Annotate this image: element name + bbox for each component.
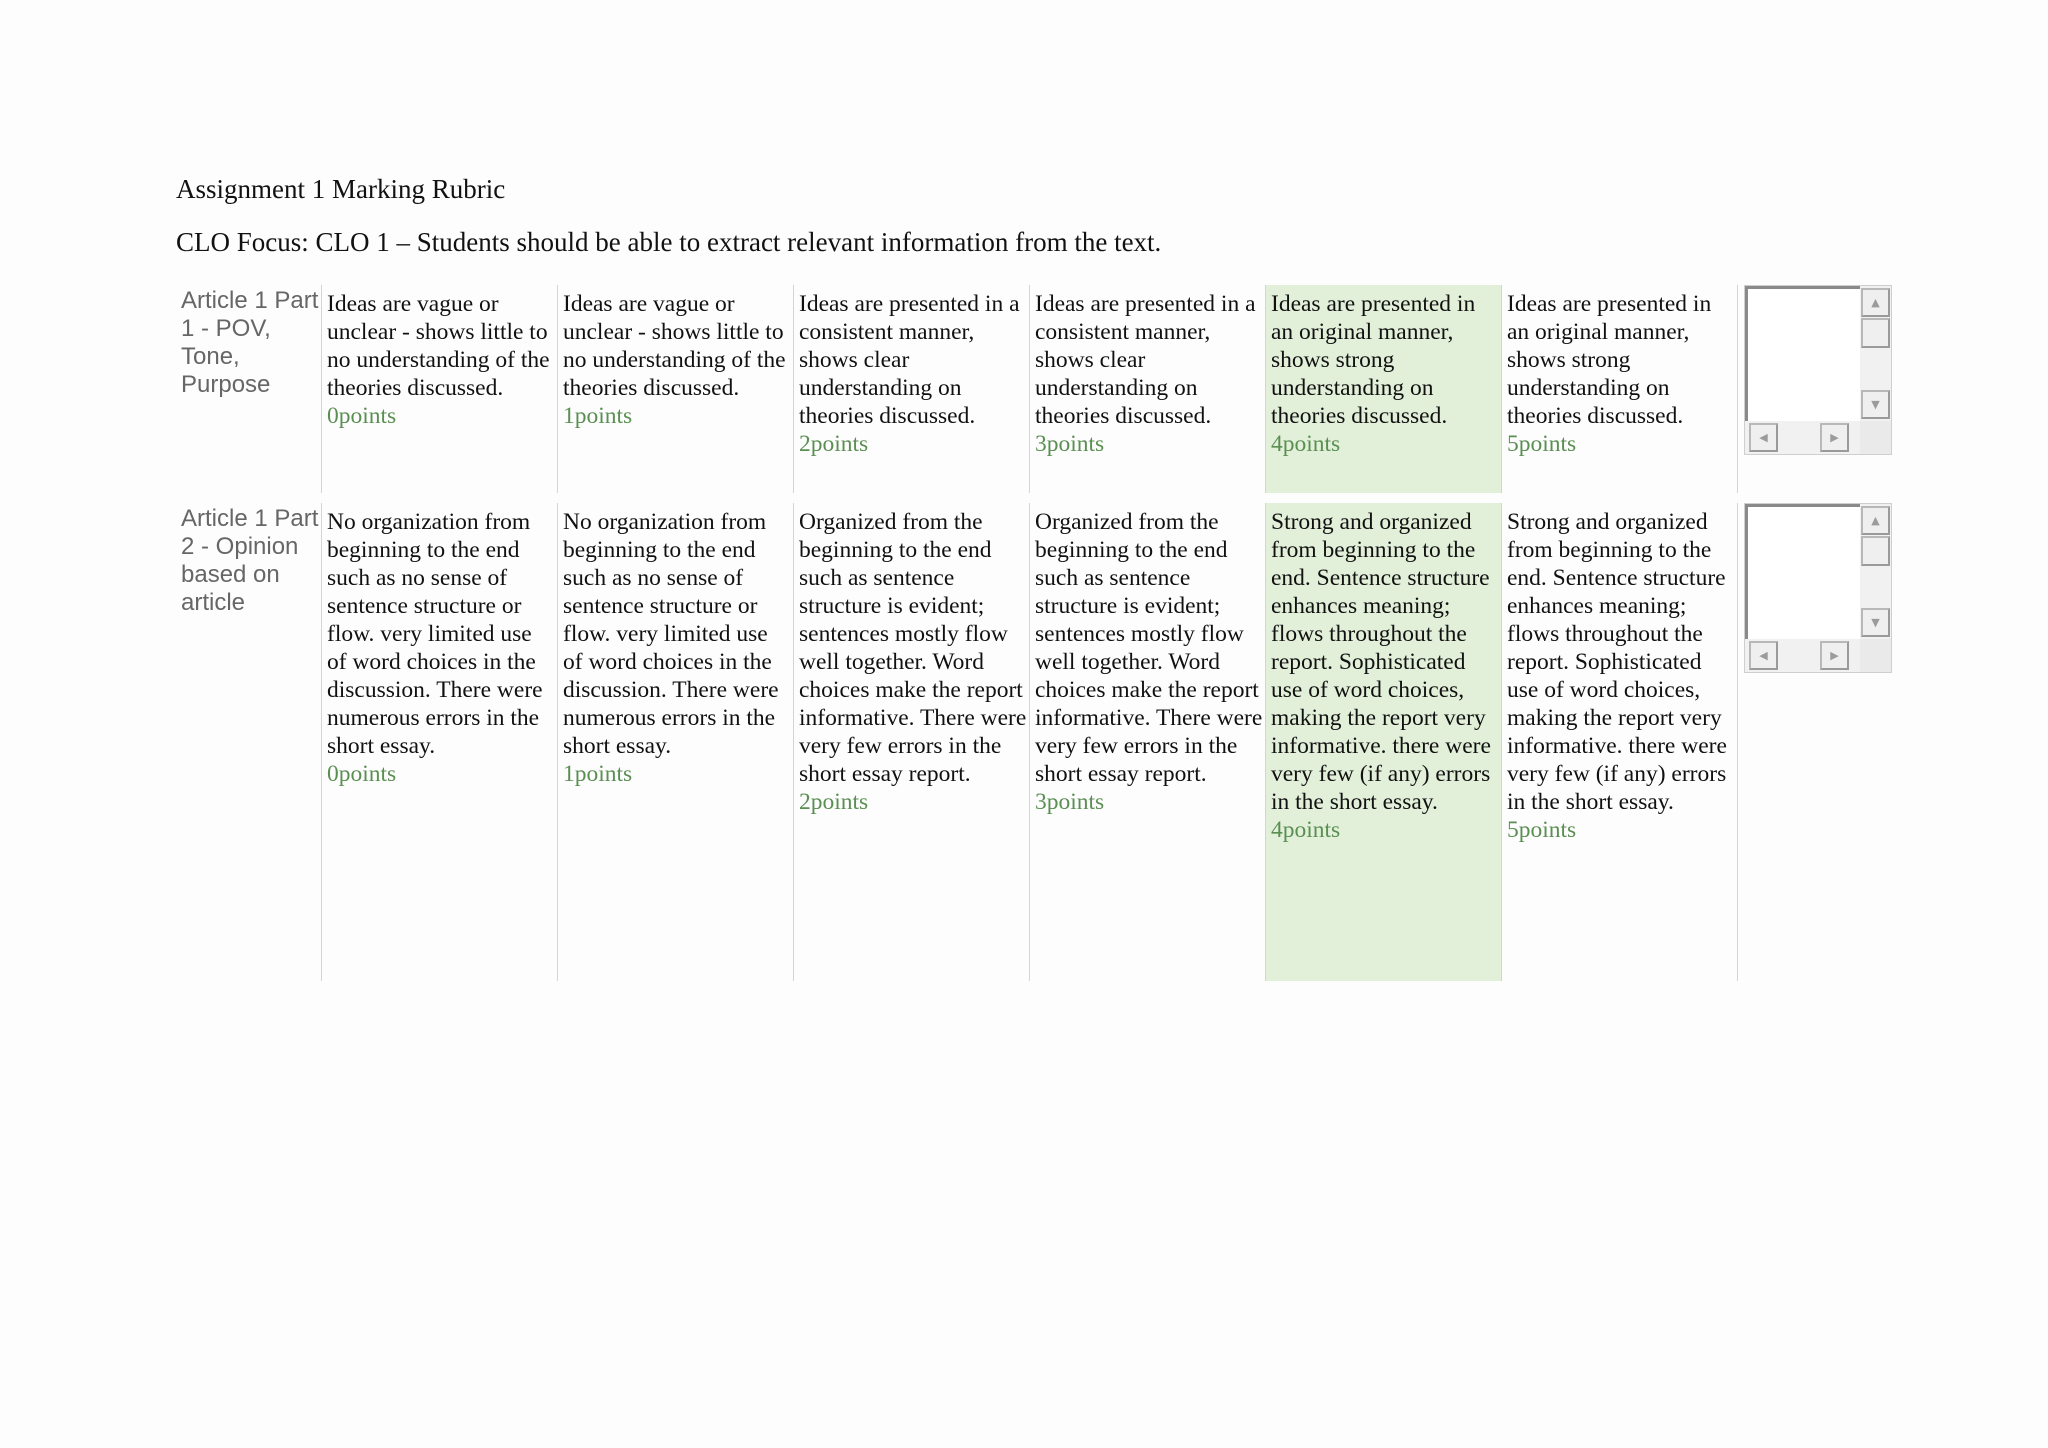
level-points: 1points — [563, 403, 633, 429]
rubric-table — [176, 285, 1880, 981]
rubric-level-cell-0[interactable] — [321, 503, 557, 981]
comment-textarea[interactable] — [1744, 503, 1892, 673]
row-spacer — [176, 493, 1866, 503]
scroll-right-icon[interactable]: ▶ — [1820, 423, 1849, 452]
level-description: Ideas are presented in an original manner, shows strong understanding on theories discussed. — [1271, 291, 1476, 429]
rubric-level-cell-3[interactable] — [1029, 503, 1265, 981]
scrollbar-corner — [1860, 639, 1891, 672]
rubric-level-cell-4-selected[interactable] — [1265, 503, 1501, 981]
level-points: 0points — [327, 403, 397, 429]
level-points: 5points — [1507, 817, 1577, 843]
rubric-level-cell-5[interactable] — [1501, 285, 1737, 493]
level-points: 4points — [1271, 817, 1341, 843]
rubric-level-cell-2[interactable] — [793, 285, 1029, 493]
rubric-row-1 — [176, 285, 1880, 493]
comment-textarea[interactable] — [1744, 285, 1892, 455]
level-points: 0points — [327, 761, 397, 787]
level-description: Organized from the beginning to the end such as sentence structure is evident; sentences mostly flow well together. Word choices make the report informative. There were very few errors in the short essay report. — [1035, 509, 1263, 787]
rubric-level-cell-0[interactable] — [321, 285, 557, 493]
scroll-left-icon[interactable]: ◀ — [1749, 641, 1778, 670]
level-points: 3points — [1035, 431, 1105, 457]
rubric-level-cell-2[interactable] — [793, 503, 1029, 981]
comment-cell — [1737, 503, 1895, 981]
rubric-level-cell-1[interactable] — [557, 503, 793, 981]
horizontal-scrollbar[interactable] — [1745, 421, 1860, 454]
level-description: Ideas are vague or unclear - shows little to no understanding of the theories discussed. — [327, 291, 550, 401]
level-description: Ideas are vague or unclear - shows little to no understanding of the theories discussed. — [563, 291, 786, 401]
criterion-label: Article 1 Part 1 - POV, Tone, Purpose — [181, 287, 319, 398]
rubric-level-cell-1[interactable] — [557, 285, 793, 493]
rubric-level-cell-3[interactable] — [1029, 285, 1265, 493]
level-points: 2points — [799, 431, 869, 457]
level-points: 4points — [1271, 431, 1341, 457]
comment-text-area[interactable] — [1745, 504, 1860, 639]
vertical-scrollbar[interactable] — [1860, 504, 1891, 639]
scroll-right-icon[interactable]: ▶ — [1820, 641, 1849, 670]
scrollbar-thumb[interactable] — [1861, 318, 1890, 348]
scroll-up-icon[interactable]: ▲ — [1861, 288, 1890, 317]
level-description: No organization from beginning to the end such as no sense of sentence structure or flow. very limited use of word choices in the discussion. There were numerous errors in the short essay. — [327, 509, 543, 759]
comment-cell — [1737, 285, 1895, 493]
level-description: Ideas are presented in an original manner, shows strong understanding on theories discussed. — [1507, 291, 1712, 429]
level-points: 1points — [563, 761, 633, 787]
scrollbar-thumb[interactable] — [1861, 536, 1890, 566]
level-description: Ideas are presented in a consistent manner, shows clear understanding on theories discussed. — [799, 291, 1020, 429]
level-description: Ideas are presented in a consistent manner, shows clear understanding on theories discussed. — [1035, 291, 1256, 429]
rubric-level-cell-5[interactable] — [1501, 503, 1737, 981]
clo-focus-text: CLO Focus: CLO 1 – Students should be able to extract relevant information from the text. — [176, 227, 1162, 257]
document-title: Assignment 1 Marking Rubric — [176, 174, 506, 204]
horizontal-scrollbar[interactable] — [1745, 639, 1860, 672]
comment-text-area[interactable] — [1745, 286, 1860, 421]
level-description: Organized from the beginning to the end such as sentence structure is evident; sentences mostly flow well together. Word choices make the report informative. There were very few errors in the short essay report. — [799, 509, 1027, 787]
scroll-left-icon[interactable]: ◀ — [1749, 423, 1778, 452]
level-description: Strong and organized from beginning to the end. Sentence structure enhances meaning; flows throughout the report. Sophisticated use of word choices, making the report very informative. there were very few (if any) errors in the short essay. — [1507, 509, 1727, 815]
rubric-level-cell-4-selected[interactable] — [1265, 285, 1501, 493]
level-description: Strong and organized from beginning to the end. Sentence structure enhances meaning; flows throughout the report. Sophisticated use of word choices, making the report very informative. there were very few (if any) errors in the short essay. — [1271, 509, 1491, 815]
scroll-down-icon[interactable]: ▼ — [1861, 608, 1890, 637]
level-points: 2points — [799, 789, 869, 815]
criterion-label: Article 1 Part 2 - Opinion based on article — [181, 505, 319, 616]
level-points: 3points — [1035, 789, 1105, 815]
scroll-down-icon[interactable]: ▼ — [1861, 390, 1890, 419]
level-points: 5points — [1507, 431, 1577, 457]
scroll-up-icon[interactable]: ▲ — [1861, 506, 1890, 535]
rubric-row-2 — [176, 503, 1880, 981]
scrollbar-corner — [1860, 421, 1891, 454]
vertical-scrollbar[interactable] — [1860, 286, 1891, 421]
level-description: No organization from beginning to the end such as no sense of sentence structure or flow. very limited use of word choices in the discussion. There were numerous errors in the short essay. — [563, 509, 779, 759]
